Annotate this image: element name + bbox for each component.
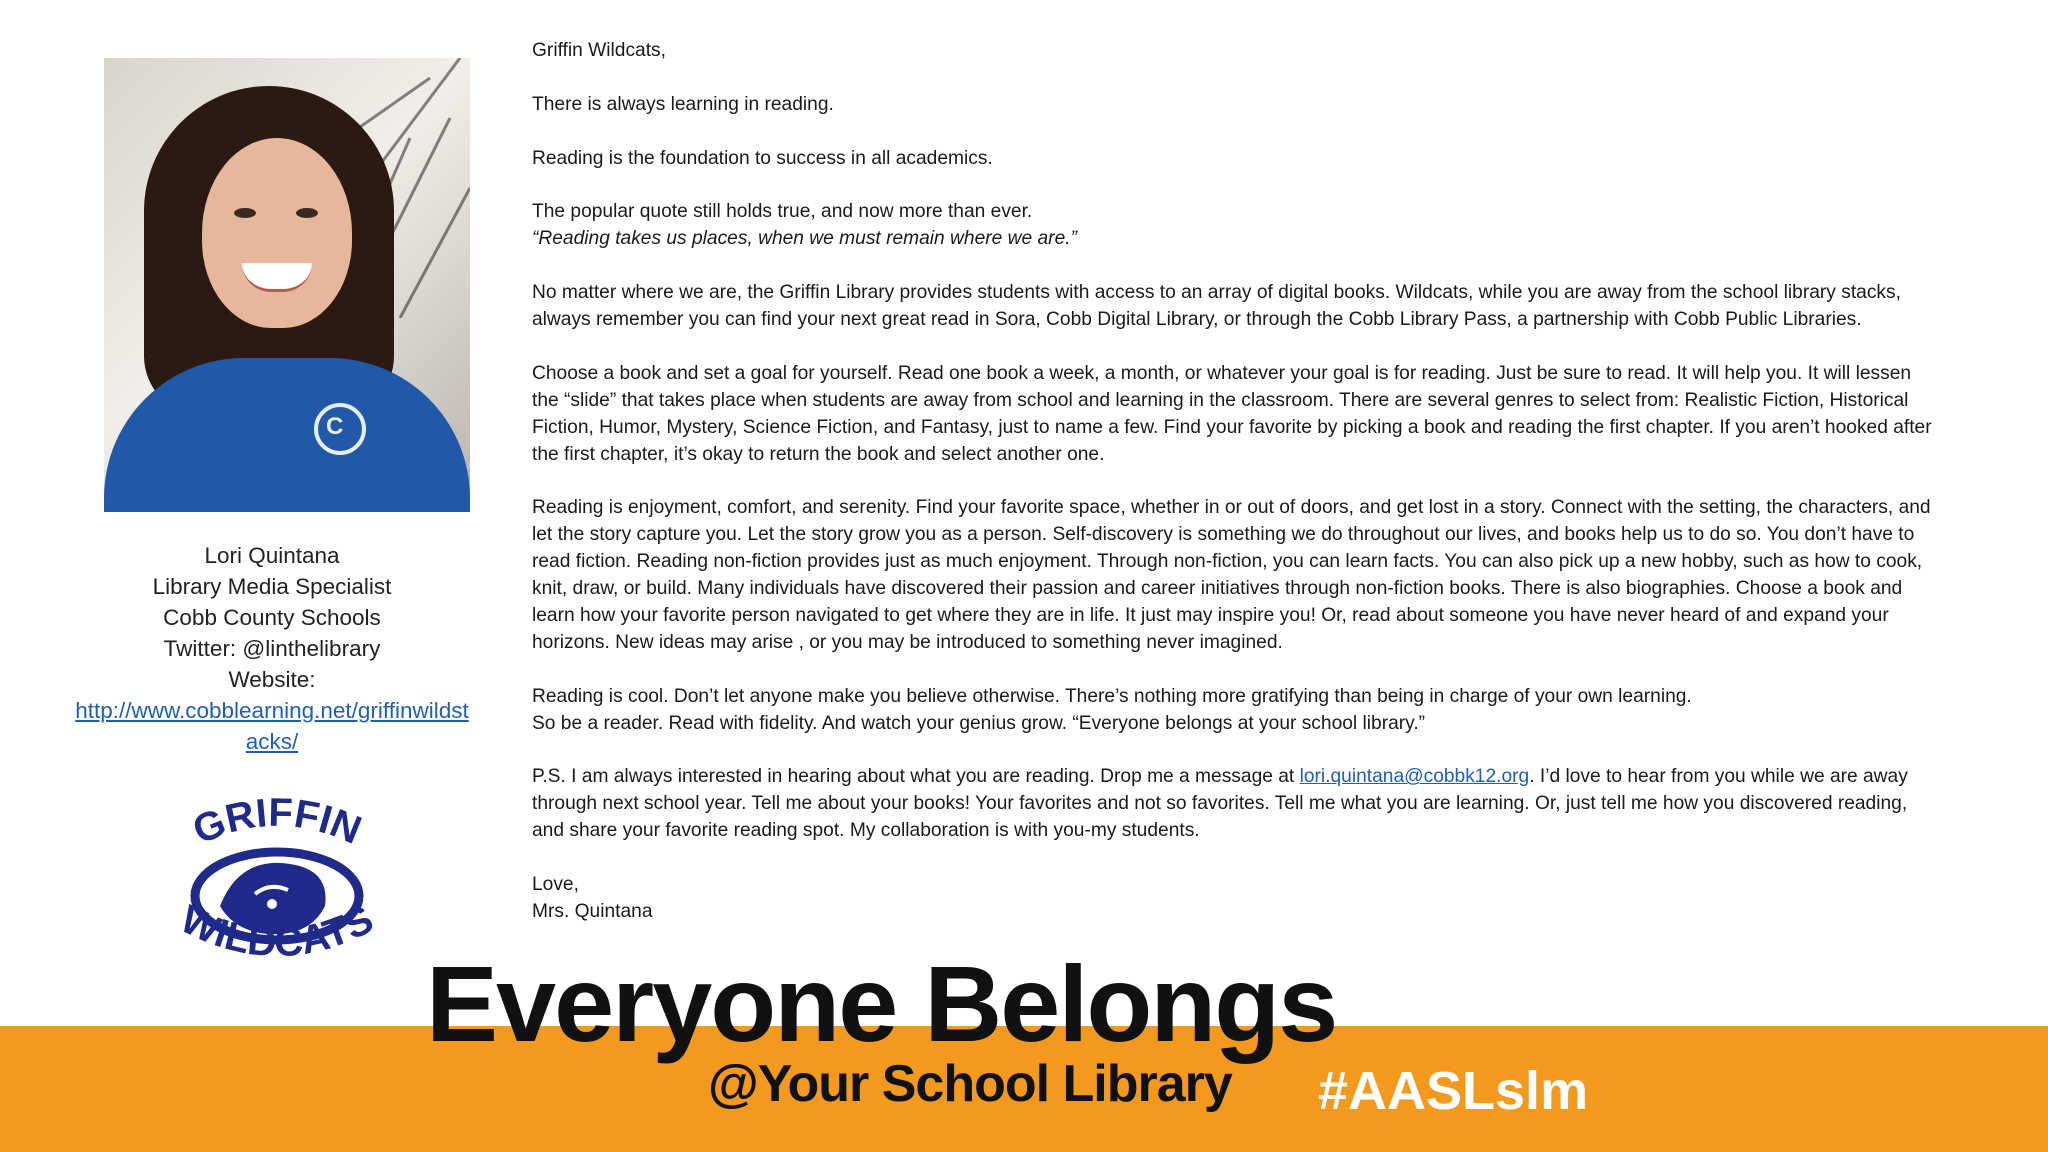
- ps-text: . I’d love to hear from you while we are away through next school year. Tell me about your books! Your favorites and not so favorites. Tell me what you are learning. Or, just tell me how you discovered reading, and share your favorite reading spot. My collaboration is with you-my students.: [532, 766, 1908, 842]
- letter-greeting: Griffin Wildcats,: [532, 40, 666, 61]
- profile-name: Lori Quintana: [204, 543, 340, 568]
- letter-paragraph: No matter where we are, the Griffin Library provides students with access to an array of digital books. Wildcats, while you are away from the school library stacks, always remember you can find your next great read in Sora, Cobb Digital Library, or through the Cobb Library Pass, a partnership with Cobb Public Libraries.: [532, 282, 1901, 330]
- letter-paragraph: The popular quote still holds true, and now more than ever.: [532, 201, 1033, 223]
- griffin-wildcats-logo: [160, 786, 394, 974]
- profile-organization: Cobb County Schools: [163, 605, 381, 630]
- letter-body: [532, 38, 1942, 926]
- letter-paragraph: There is always learning in reading.: [532, 93, 834, 115]
- banner-subtitle: @Your School Library: [708, 1055, 1232, 1113]
- letter-paragraph: So be a reader. Read with fidelity. And watch your genius grow. “Everyone belongs at your school library.”: [532, 712, 1426, 734]
- profile-twitter: Twitter: @linthelibrary: [163, 636, 381, 661]
- letter-paragraph: Reading is cool. Don’t let anyone make you believe otherwise. There’s nothing more gratifying than being in charge of your own learning.: [532, 685, 1692, 707]
- banner-title: Everyone Belongs: [426, 943, 1337, 1064]
- logo-bottom-text: WILDCATS: [173, 897, 381, 966]
- ps-text: P.S. I am always interested in hearing about what you are reading. Drop me a message at: [532, 766, 1300, 788]
- photo-face: [202, 138, 352, 328]
- shirt-logo-letter: C: [326, 413, 344, 440]
- photo-eye: [234, 208, 256, 218]
- letter-quote: “Reading takes us places, when we must remain where we are.”: [532, 228, 1077, 250]
- letter-paragraph: Choose a book and set a goal for yourself. Read one book a week, a month, or whatever your goal is for reading. Just be sure to read. It will help you. It will lessen the “slide” that takes place when students are away from school and learning in the classroom. There are several genres to select from: Realistic Fiction, Historical Fiction, Humor, Mystery, Science Fiction, and Fantasy, just to name a few. Find your favorite by picking a book and reading the first chapter. If you aren’t hooked after the first chapter, it’s okay to return the book and select another one.: [532, 362, 1932, 465]
- banner-hashtag: #AASLslm: [1318, 1061, 1589, 1121]
- profile-photo: [104, 58, 470, 512]
- letter-closing: Love,: [532, 873, 579, 895]
- photo-eye: [296, 208, 318, 218]
- letter-postscript: [532, 764, 1942, 845]
- profile-bio: [70, 540, 474, 757]
- profile-role: Library Media Specialist: [152, 574, 392, 599]
- profile-website-label: Website:: [228, 667, 316, 692]
- letter-signature: Mrs. Quintana: [532, 900, 653, 922]
- profile-website-link[interactable]: http://www.cobblearning.net/griffinwildstacks/: [75, 698, 469, 754]
- letter-paragraph: Reading is enjoyment, comfort, and serenity. Find your favorite space, whether in or out of doors, and get lost in a story. Connect with the setting, the characters, and let the story capture you. Let the story grow you as a person. Self-discovery is something we do throughout our lives, and books help us to do so. You don’t have to read fiction. Reading non-fiction provides just as much enjoyment. Through non-fiction, you can learn facts. You can also pick up a new hobby, such as how to cook, knit, draw, or build. Many individuals have discovered their passion and career initiatives through non-fiction books. There is also biographies. Choose a book and learn how your favorite person navigated to get where they are in life. It just may inspire you! Or, read about someone you have never heard of and expand your horizons. New ideas may arise , or you may be introduced to something never imagined.: [532, 497, 1931, 653]
- letter-paragraph: Reading is the foundation to success in all academics.: [532, 147, 993, 169]
- email-link[interactable]: lori.quintana@cobbk12.org: [1299, 766, 1530, 788]
- logo-top-text: GRIFFIN: [186, 790, 368, 853]
